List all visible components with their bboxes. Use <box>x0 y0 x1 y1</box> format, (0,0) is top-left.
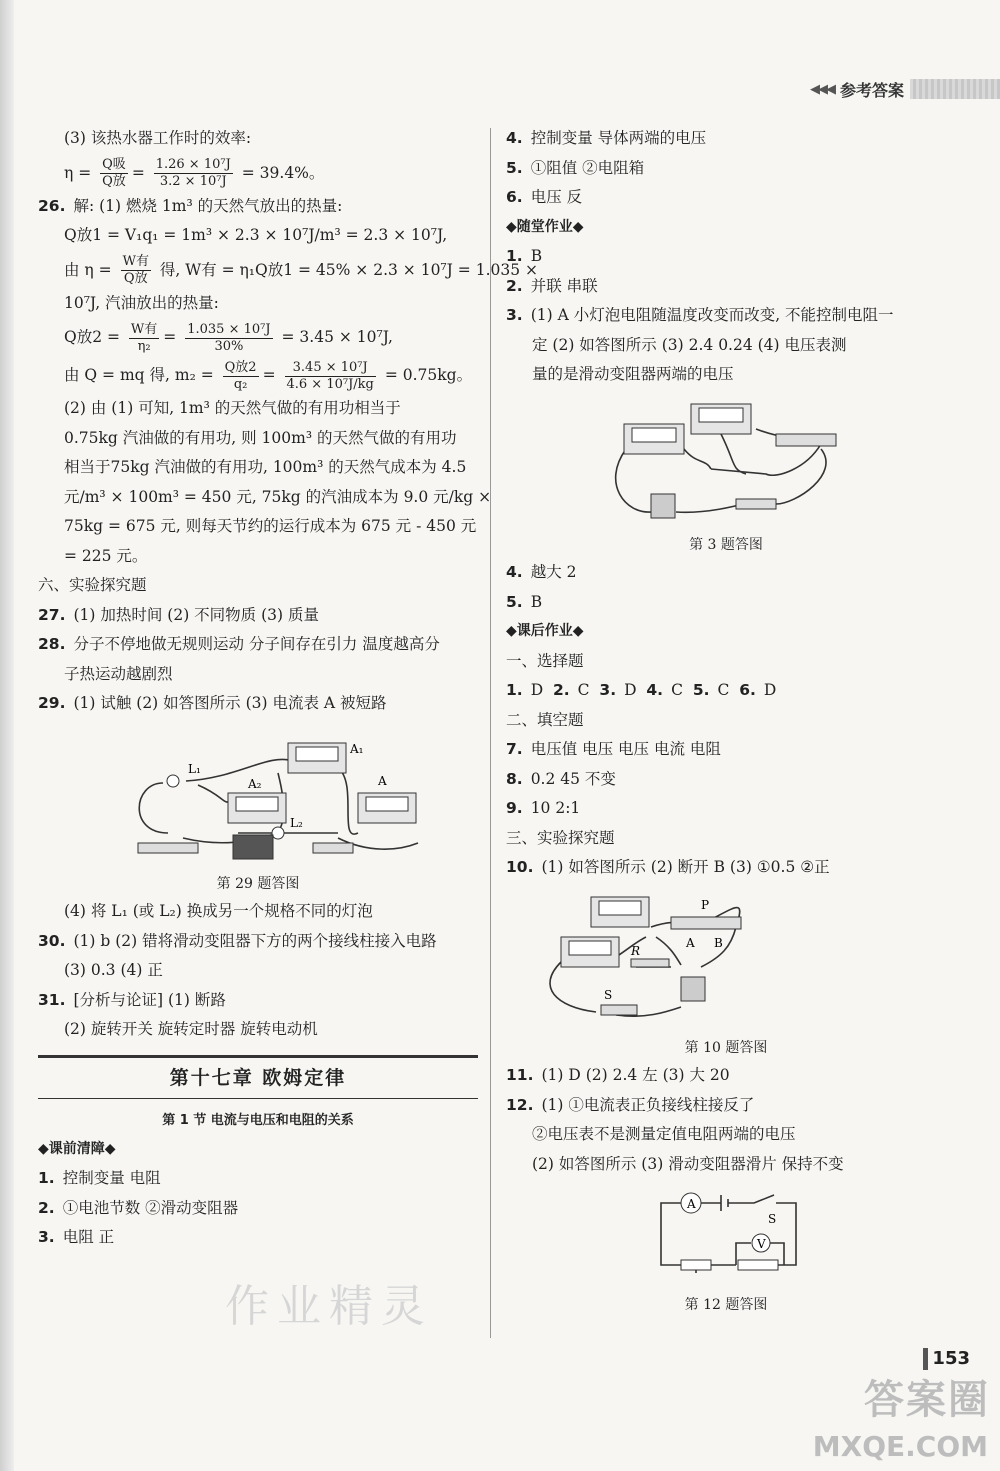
rheostat <box>138 843 198 853</box>
label-a: A <box>686 935 695 950</box>
class-question-1: 1. B <box>506 247 543 265</box>
answer-line: 子热运动越剧烈 <box>64 664 173 683</box>
answer-line: 相当于75kg 汽油做的有用功, 100m³ 的天然气成本为 4.5 <box>64 458 467 476</box>
book-spine <box>0 0 14 1471</box>
rheostat-symbol <box>681 1260 711 1270</box>
figure-29 <box>38 723 478 896</box>
switch <box>601 1005 637 1015</box>
chapter-title: 第十七章 欧姆定律 <box>38 1055 478 1099</box>
watermark-mid: 作业精灵 <box>225 1281 433 1332</box>
circuit-diagram-10 <box>506 887 946 1027</box>
section-tag: ◆课后作业◆ <box>506 623 584 639</box>
header-banner <box>810 76 1000 102</box>
fill-question-7: 7. 电压值 电压 电压 电流 电阻 <box>506 740 721 758</box>
figure-caption: 第 3 题答图 <box>689 537 763 553</box>
formula-text: η = <box>64 163 92 182</box>
section-title: 第 1 节 电流与电压和电阻的关系 <box>162 1112 354 1128</box>
question-31: 31. [分析与论证] (1) 断路 <box>38 990 226 1009</box>
right-column <box>506 124 946 1318</box>
answer-line: (4) 将 L₁ (或 L₂) 换成另一个规格不同的灯泡 <box>64 902 373 920</box>
answer-line: (2) 由 (1) 可知, 1m³ 的天然气做的有用功相当于 <box>64 399 401 417</box>
circuit-diagram-12 <box>506 1183 946 1283</box>
figure-caption: 第 10 题答图 <box>684 1040 768 1056</box>
question-5: 5. ①阻值 ②电阻箱 <box>506 158 645 177</box>
switch <box>313 843 353 853</box>
experiment-question-12: 12. (1) ①电流表正负接线柱接反了 <box>506 1095 755 1114</box>
class-question-4: 4. 越大 2 <box>506 563 577 581</box>
label-a2: A₂ <box>248 776 262 791</box>
label-a1: A₁ <box>350 741 364 756</box>
label-a: A <box>378 773 387 788</box>
class-question-3: 3. (1) A 小灯泡电阻随温度改变而改变, 不能控制电阻一 <box>506 306 894 324</box>
formula-line: η = $\frac{\text{Q吸}}{\text{Q放}}$ = $\frac{\text{1.26 × 10⁷J}}{\text{3.2 × 10⁷J}}$ = 39.4%。 <box>64 157 325 189</box>
watermark-brand: 答案圈 <box>864 1377 990 1423</box>
label-p: P <box>701 897 710 912</box>
section-heading: 六、实验探究题 <box>38 576 147 594</box>
answer-line: ②电压表不是测量定值电阻两端的电压 <box>532 1125 796 1143</box>
column-divider <box>490 128 491 1338</box>
answer-line: 75kg = 675 元, 则每天节约的运行成本为 675 元 - 450 元 <box>64 517 477 535</box>
label-l1: L₁ <box>188 761 201 776</box>
question-30: 30. (1) b (2) 错将滑动变阻器下方的两个接线柱接入电路 <box>38 931 437 950</box>
lamp-l2 <box>272 827 284 839</box>
question-4: 4. 控制变量 导体两端的电压 <box>506 129 707 147</box>
fraction: $\frac{\text{1.035 × 10⁷J}}{30\%}$ <box>187 321 271 354</box>
question-28: 28. 分子不停地做无规则运动 分子间存在引力 温度越高分 <box>38 635 440 653</box>
question-29: 29. (1) 试触 (2) 如答图所示 (3) 电流表 A 被短路 <box>38 694 387 712</box>
section-heading: 二、填空题 <box>506 710 584 729</box>
fill-question-9: 9. 10 2:1 <box>506 799 581 817</box>
fraction: $\frac{\text{W有}}{\text{Q放}}$ <box>122 254 149 286</box>
circuit-diagram-3 <box>506 394 946 524</box>
section-tag: ◆随堂作业◆ <box>506 218 584 235</box>
fraction: $\frac{\text{Q放2}}{\text{q₂}}$ <box>224 359 257 392</box>
formula-text: = 39.4%。 <box>241 163 325 182</box>
experiment-question-11: 11. (1) D (2) 2.4 左 (3) 大 20 <box>506 1066 730 1084</box>
lamp-l1 <box>167 775 179 787</box>
answer-line: 定 (2) 如答图所示 (3) 2.4 0.24 (4) 电压表测 <box>532 335 847 354</box>
resistor-symbol <box>738 1260 778 1270</box>
circuit-diagram-29 <box>38 723 478 863</box>
question-3: 3. 电阻 正 <box>38 1228 115 1246</box>
class-question-5: 5. B <box>506 592 543 611</box>
fraction: $\frac{\text{Q吸}}{\text{Q放}}$ <box>102 157 126 189</box>
answer-line: (3) 0.3 (4) 正 <box>64 961 163 979</box>
header-arrows-icon: ◀◀◀ <box>810 81 834 97</box>
page-number: 153 <box>923 1348 970 1370</box>
multiple-choice-answers: 1. D 2. C 3. D 4. C 5. C 6. D <box>506 681 777 699</box>
battery <box>651 494 675 518</box>
label-v: V <box>757 1237 766 1251</box>
answer-line: (2) 旋转开关 旋转定时器 旋转电动机 <box>64 1020 318 1038</box>
formula-line: 由 η = $\frac{\text{W有}}{\text{Q放}}$ 得, W有 = η₁Q放1 = 45% × 2.3 × 10⁷J = 1.035 × <box>64 254 538 286</box>
label-s: S <box>768 1212 777 1226</box>
answer-line: 量的是滑动变阻器两端的电压 <box>532 365 734 383</box>
label-r: R <box>631 943 641 958</box>
formula-line: 由 Q = mq 得, m₂ = $\frac{\text{Q放2}}{\text{q₂}}$ = $\frac{\text{3.45 × 10⁷J}}{\text{4.6 × 10⁷J/kg}}$ = 0.75kg。 <box>64 359 473 392</box>
label-l2: L₂ <box>290 815 303 830</box>
experiment-question-10: 10. (1) 如答图所示 (2) 断开 B (3) ①0.5 ②正 <box>506 858 830 876</box>
answer-line: 元/m³ × 100m³ = 450 元, 75kg 的汽油成本为 9.0 元/kg × <box>64 487 492 506</box>
figure-caption: 第 29 题答图 <box>216 876 300 892</box>
switch <box>736 499 776 509</box>
answer-line: (3) 该热水器工作时的效率: <box>64 129 252 147</box>
rheostat <box>671 917 741 929</box>
section-tag: ◆课前清障◆ <box>38 1140 116 1157</box>
resistor-r <box>631 959 669 967</box>
question-6: 6. 电压 反 <box>506 188 583 206</box>
header-title: 参考答案 <box>840 80 905 100</box>
battery <box>681 977 705 1001</box>
figure-3 <box>506 394 946 557</box>
battery <box>233 835 273 859</box>
section-heading: 一、选择题 <box>506 651 584 670</box>
watermark-domain: MXQE.COM <box>812 1430 988 1463</box>
answer-line: = 225 元。 <box>64 546 148 565</box>
question-2: 2. ①电池节数 ②滑动变阻器 <box>38 1198 239 1217</box>
figure-12 <box>506 1183 946 1316</box>
fraction: $\frac{\text{1.26 × 10⁷J}}{\text{3.2 × 10⁷J}}$ <box>155 157 231 189</box>
answer-line: 0.75kg 汽油做的有用功, 则 100m³ 的天然气做的有用功 <box>64 428 457 447</box>
header-bar <box>910 79 1000 99</box>
label-s: S <box>604 987 613 1002</box>
question-27: 27. (1) 加热时间 (2) 不同物质 (3) 质量 <box>38 605 319 624</box>
figure-10 <box>506 887 946 1060</box>
label-b: B <box>714 935 723 950</box>
fill-question-8: 8. 0.2 45 不变 <box>506 769 616 788</box>
formula-line: Q放2 = $\frac{\text{W有}}{\text{η₂}}$ = $\frac{\text{1.035 × 10⁷J}}{30\%}$ = 3.45 × 10⁷J, <box>64 321 393 354</box>
section-heading: 三、实验探究题 <box>506 828 615 847</box>
answer-line: 10⁷J, 汽油放出的热量: <box>64 293 219 312</box>
fraction: $\frac{\text{3.45 × 10⁷J}}{\text{4.6 × 10⁷J/kg}}$ <box>286 359 374 392</box>
answer-line: Q放1 = V₁q₁ = 1m³ × 2.3 × 10⁷J/m³ = 2.3 × 10⁷J, <box>64 226 448 244</box>
answer-line: (2) 如答图所示 (3) 滑动变阻器滑片 保持不变 <box>532 1154 844 1173</box>
rheostat <box>776 434 836 446</box>
figure-caption: 第 12 题答图 <box>684 1296 768 1313</box>
class-question-2: 2. 并联 串联 <box>506 276 598 295</box>
fraction: $\frac{\text{W有}}{\text{η₂}}$ <box>130 321 158 354</box>
question-26: 26. 解: (1) 燃烧 1m³ 的天然气放出的热量: <box>38 196 343 215</box>
question-1: 1. 控制变量 电阻 <box>38 1169 161 1187</box>
label-a: A <box>687 1197 696 1211</box>
